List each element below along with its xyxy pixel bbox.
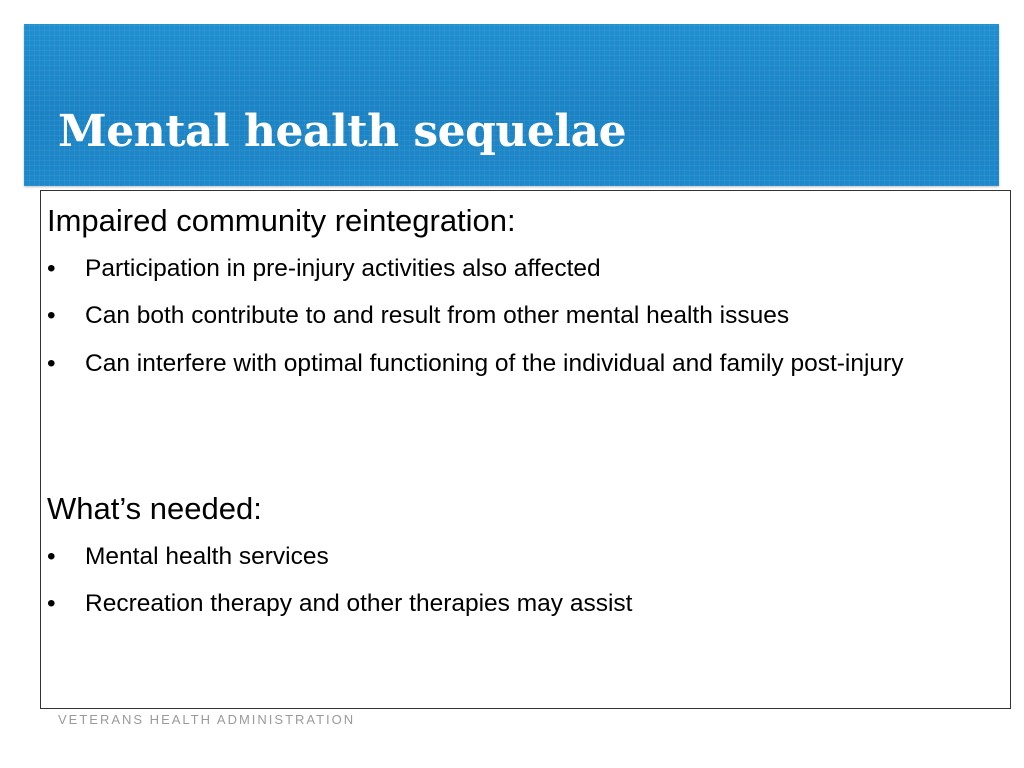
bullet-text: Recreation therapy and other therapies may assist: [85, 590, 633, 617]
bullet-item: [47, 584, 1002, 624]
bullet-dot: •: [47, 350, 56, 377]
bullet-list: [47, 249, 1002, 384]
section-heading: Impaired community reintegration:: [47, 203, 516, 238]
bullet-dot: •: [47, 543, 56, 570]
bullet-item: [47, 249, 1002, 289]
bullet-dot: •: [47, 302, 56, 329]
bullet-item: [47, 343, 1002, 384]
bullet-text: Participation in pre-injury activities also affected: [85, 255, 601, 282]
bullet-item: [47, 296, 1002, 336]
bullet-text: Can both contribute to and result from other mental health issues: [85, 302, 790, 329]
bullet-dot: •: [47, 255, 56, 282]
section-community-reintegration: [47, 201, 1002, 391]
bullet-text: Mental health services: [85, 543, 329, 570]
title-banner: [24, 24, 999, 186]
slide-title: Mental health sequelae: [58, 106, 627, 157]
content-box: [40, 190, 1011, 709]
bullet-dot: •: [47, 590, 56, 617]
bullet-list: [47, 537, 1002, 624]
bullet-text: Can interfere with optimal functioning of the individual and family post-injury: [85, 350, 904, 377]
section-whats-needed: [47, 489, 1002, 631]
section-heading: What’s needed:: [47, 491, 262, 526]
footer-organization: VETERANS HEALTH ADMINISTRATION: [58, 712, 356, 727]
bullet-item: [47, 537, 1002, 577]
